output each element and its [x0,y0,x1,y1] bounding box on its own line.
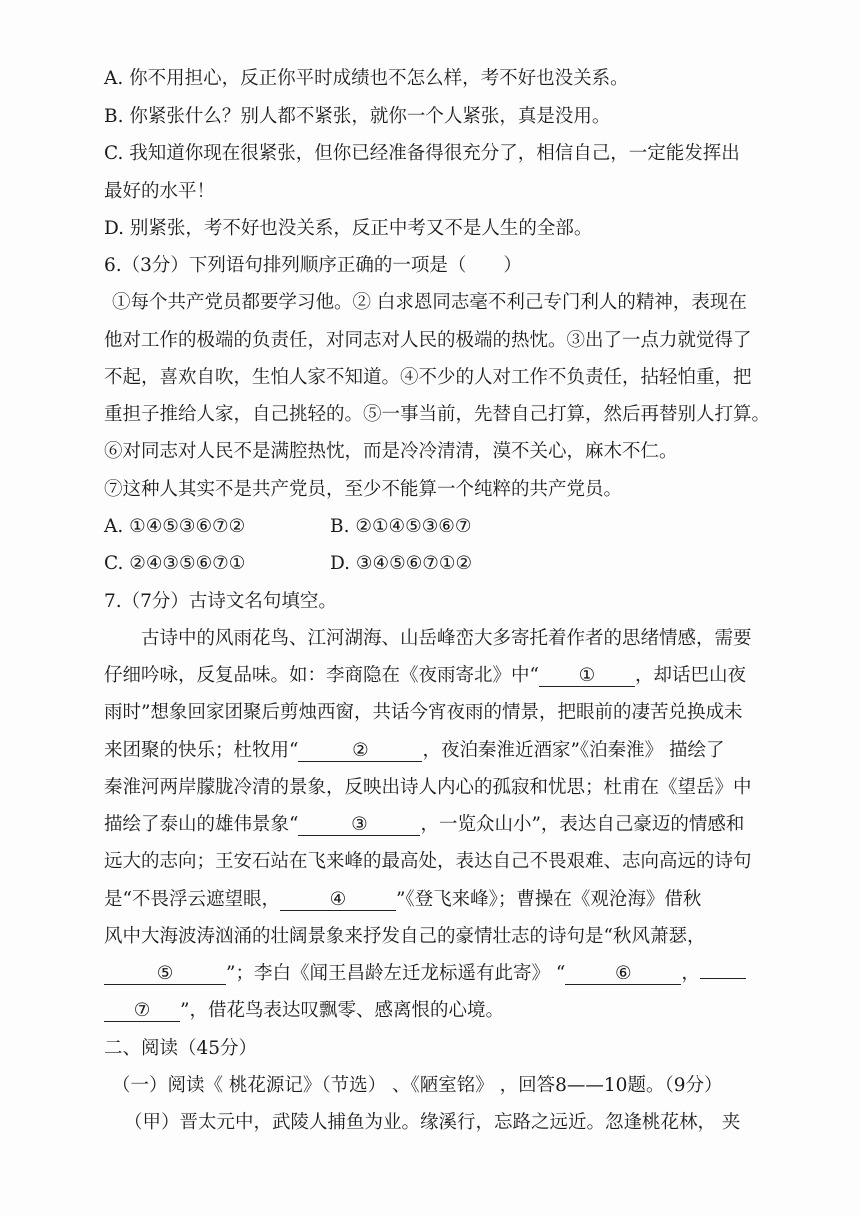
answer-blank-3[interactable]: ③ [298,816,420,836]
q6-option-a: A. ①④⑤③⑥⑦② [104,516,246,537]
q6-sentence-line: ⑥对同志对人民不是满腔热忱，而是冷冷清清，漠不关心，麻木不仁。 [104,441,678,462]
q5-option-a: A. 你不用担心，反正你平时成绩也不怎么样，考不好也没关系。 [104,68,629,89]
q6-option-c: C. ②④③⑤⑥⑦① [104,553,246,574]
q7-text: 来团聚的快乐；杜牧用“ [104,740,299,761]
q7-text-line [104,667,746,687]
q6-sentence-line: ①每个共产党员都要学习他。② 白求恩同志毫不利己专门利人的精神，表现在 [112,292,747,313]
answer-blank-1[interactable]: ① [539,667,635,687]
section-subtitle: （一）阅读《 桃花源记》（节选） 、《陋室铭》 ，回答8——10题。（9分） [112,1075,723,1096]
q7-stem: 7.（7分）古诗文名句填空。 [104,591,337,612]
answer-blank-2[interactable]: ② [298,742,422,762]
answer-blank-6[interactable]: ⑥ [565,965,681,985]
answer-blank-4[interactable]: ④ [280,891,396,911]
answer-blank-5[interactable]: ⑤ [104,965,226,985]
answer-blank-7-start[interactable] [700,978,746,979]
q7-text-line [104,816,744,836]
q6-option-d: D. ③④⑤⑥⑦①② [330,553,473,574]
q7-text-line [104,742,725,762]
q7-text-line: 远大的志向；王安石站在飞来峰的最高处，表达自己不畏艰难、志向高远的诗句 [104,851,752,872]
q7-text: ”；李白《闻王昌龄左迁龙标遥有此寄》 “ [226,963,566,984]
q6-sentence-line: ⑦这种人其实不是共产党员，至少不能算一个纯粹的共产党员。 [104,479,623,500]
q7-text-line: 雨时”想象回家团聚后剪烛西窗，共话今宵夜雨的情景，把眼前的凄苦兑换成未 [104,702,743,723]
q7-text-line [104,965,746,985]
q7-text: ，一览众山小”，表达自己豪迈的情感和 [420,814,745,835]
q7-text-line: 秦淮河两岸朦胧冷清的景象，反映出诗人内心的孤寂和忧思；杜甫在《望岳》中 [104,777,752,798]
q7-text: 仔细吟咏，反复品味。如：李商隐在《夜雨寄北》中“ [104,665,539,686]
q6-sentence-line: 他对工作的极端的负责任，对同志对人民的极端的热忱。③出了一点力就觉得了 [104,330,752,351]
q5-option-c-line1: C. 我知道你现在很紧张，但你已经准备得很充分了，相信自己，一定能发挥出 [104,143,740,164]
q7-text-line [104,1002,504,1022]
q7-text: ”，借花鸟表达叹飘零、感离恨的心境。 [180,1000,504,1021]
q7-text-line [104,891,701,911]
q7-text: ”《登飞来峰》；曹操在《观沧海》借秋 [395,889,702,910]
q6-sentence-line: 不起，喜欢自吹，生怕人家不知道。④不少的人对工作不负责任，拈轻怕重，把 [104,367,752,388]
q7-text-line: 古诗中的风雨花鸟、江河湖海、山岳峰峦大多寄托着作者的思绪情感，需要 [141,628,752,649]
q7-text: ，却话巴山夜 [634,665,746,686]
q5-option-d: D. 别紧张，考不好也没关系，反正中考又不是人生的全部。 [104,218,593,239]
q7-text: ，夜泊秦淮近酒家”《泊秦淮》 描绘了 [422,740,725,761]
q6-option-b: B. ②①④⑤③⑥⑦ [330,516,472,537]
q7-text: 是“不畏浮云遮望眼， [104,889,280,910]
passage-text: （甲）晋太元中，武陵人捕鱼为业。缘溪行，忘路之远近。忽逢桃花林， 夹 [124,1112,741,1133]
q6-stem: 6.（3分）下列语句排列顺序正确的一项是（ ） [104,255,522,276]
q7-text-line: 风中大海波涛汹涌的壮阔景象来抒发自己的豪情壮志的诗句是“秋风萧瑟， [104,926,706,947]
q5-option-c-line2: 最好的水平！ [104,181,216,202]
q5-option-b: B. 你紧张什么？别人都不紧张，就你一个人紧张，真是没用。 [104,106,611,127]
section-title: 二、阅读（45分） [104,1038,258,1059]
q6-sentence-line: 重担子推给人家，自己挑轻的。⑤一事当前，先替自己打算，然后再替别人打算。 [104,404,771,425]
comma: ， [681,963,700,984]
answer-blank-7[interactable]: ⑦ [104,1002,180,1022]
q7-text: 描绘了泰山的雄伟景象“ [104,814,299,835]
